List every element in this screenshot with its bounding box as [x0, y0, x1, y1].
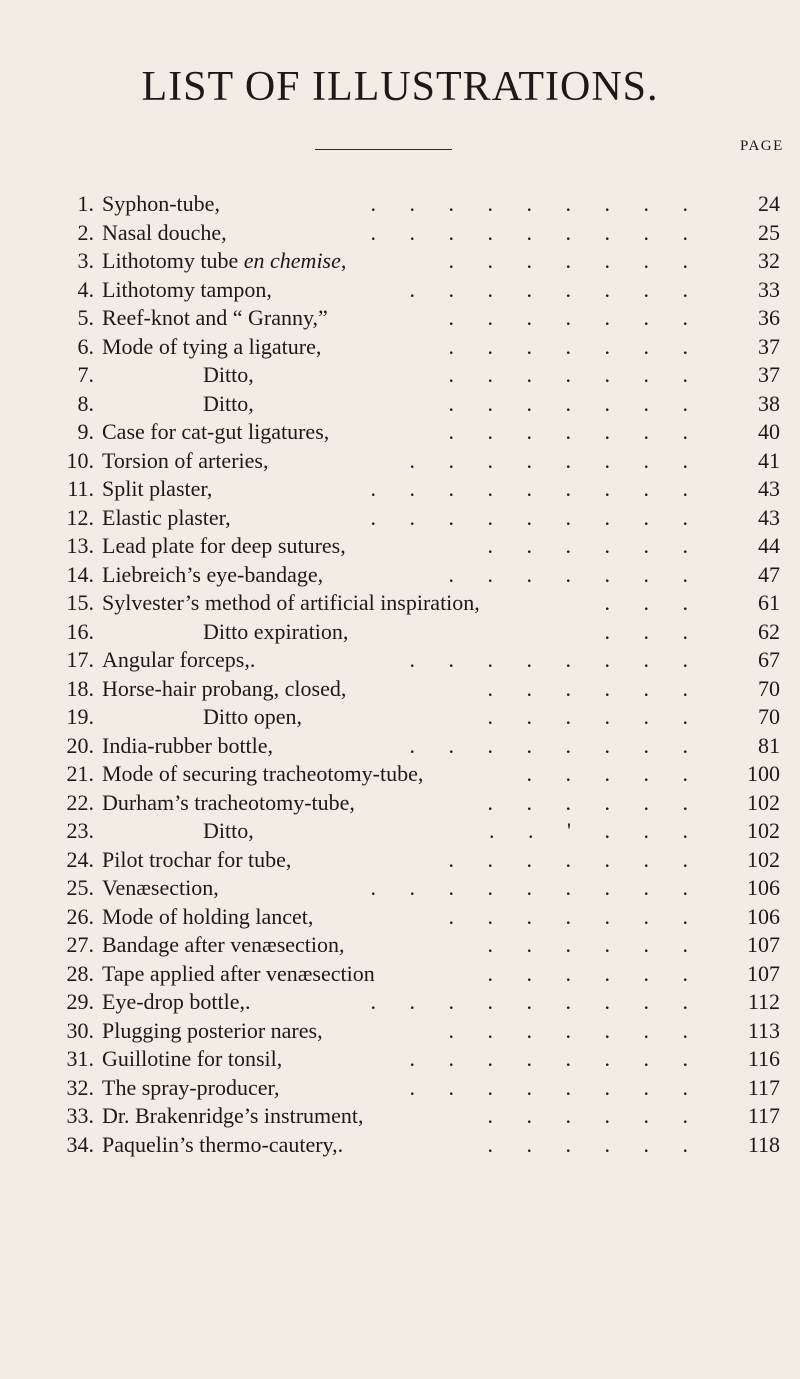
entry-number: 9.: [77, 419, 94, 444]
entry-page-number: 102: [747, 818, 780, 843]
list-item: [0, 561, 800, 590]
list-item: [0, 846, 800, 875]
entry-leader-dots: . . .: [604, 618, 702, 644]
entry-leader-dots: . . . . . . .: [448, 390, 702, 416]
entry-title: Plugging posterior nares,: [102, 1017, 323, 1043]
entry-page-number: 70: [758, 704, 780, 729]
list-item: [0, 247, 800, 276]
entry-title: Split plaster,: [102, 476, 213, 501]
entry-page-number: 61: [758, 590, 780, 615]
entry-leader-dots: . . . . . .: [487, 932, 702, 957]
list-item: [0, 418, 800, 447]
entry-leader-dots: . . . . . . .: [448, 903, 702, 929]
list-item: [0, 703, 800, 732]
entry-page-number: 40: [758, 419, 780, 444]
entry-title: Ditto expiration,: [203, 618, 349, 644]
entry-number: 2.: [77, 219, 94, 245]
entry-leader-dots: . . . . . . . . .: [370, 219, 702, 245]
list-item: [0, 618, 800, 647]
entry-number: 3.: [77, 248, 94, 273]
entry-title: Lead plate for deep sutures,: [102, 533, 346, 558]
entry-number: 32.: [66, 1074, 94, 1100]
entry-leader-dots: . . . . . . . .: [409, 447, 702, 473]
entry-page-number: 106: [747, 903, 780, 929]
entry-page-number: 33: [758, 276, 780, 302]
list-item: [0, 646, 800, 675]
entry-number: 25.: [66, 875, 94, 900]
entry-leader-dots: . . . . . . . .: [409, 732, 702, 758]
entry-number: 12.: [66, 504, 94, 530]
entry-title: Bandage after venæsection,: [102, 932, 345, 957]
entry-leader-dots: . . . . . .: [487, 704, 702, 729]
entry-title: Angular forceps,.: [102, 647, 256, 672]
entry-page-number: 41: [758, 447, 780, 473]
list-item: [0, 988, 800, 1017]
entry-page-number: 62: [758, 618, 780, 644]
entry-number: 34.: [66, 1131, 94, 1157]
entry-page-number: 37: [758, 362, 780, 387]
entry-title: Nasal douche,: [102, 219, 227, 245]
list-item: [0, 304, 800, 333]
entry-number: 15.: [66, 590, 94, 615]
entry-number: 24.: [66, 846, 94, 872]
entry-number: 8.: [77, 390, 94, 416]
entry-number: 14.: [66, 561, 94, 587]
entry-number: 6.: [77, 333, 94, 359]
entry-page-number: 32: [758, 248, 780, 273]
entry-leader-dots: . . . . . .: [487, 1131, 702, 1157]
entry-title: Dr. Brakenridge’s instrument,: [102, 1103, 364, 1128]
list-item: [0, 675, 800, 704]
entry-title: The spray-producer,: [102, 1074, 280, 1100]
list-item: [0, 874, 800, 903]
list-item: [0, 589, 800, 618]
entry-leader-dots: . . . . . . .: [448, 1017, 702, 1043]
entry-title: Pilot trochar for tube,: [102, 846, 292, 872]
entry-number: 18.: [66, 675, 94, 701]
entry-title: India-rubber bottle,: [102, 732, 274, 758]
entry-leader-dots: . . . . . . . . .: [370, 989, 702, 1014]
entry-number: 33.: [66, 1103, 94, 1128]
entry-number: 13.: [66, 533, 94, 558]
list-item: [0, 817, 800, 846]
entry-leader-dots: . . . . . . . .: [409, 647, 702, 672]
list-item: [0, 1102, 800, 1131]
list-item: [0, 532, 800, 561]
entry-page-number: 43: [758, 504, 780, 530]
list-item: [0, 190, 800, 219]
list-item: [0, 732, 800, 761]
list-item: [0, 1074, 800, 1103]
list-item: [0, 789, 800, 818]
entry-title: Mode of tying a ligature,: [102, 333, 322, 359]
entry-page-number: 102: [747, 846, 780, 872]
entry-number: 26.: [66, 903, 94, 929]
entry-title: Torsion of arteries,: [102, 447, 269, 473]
entry-leader-dots: . . . . . . . .: [409, 1074, 702, 1100]
entry-number: 27.: [66, 932, 94, 957]
entry-page-number: 117: [747, 1103, 780, 1128]
entry-leader-dots: . . . . . . . .: [409, 276, 702, 302]
entry-page-number: 112: [747, 989, 780, 1014]
list-item: [0, 504, 800, 533]
entry-number: 20.: [66, 732, 94, 758]
entry-title: Sylvester’s method of artificial inspiration,: [102, 590, 480, 615]
entry-page-number: 37: [758, 333, 780, 359]
entry-leader-dots: . . . . . . .: [448, 333, 702, 359]
entry-title: Case for cat-gut ligatures,: [102, 419, 330, 444]
entry-leader-dots: . . . . . . .: [448, 846, 702, 872]
entry-title: Liebreich’s eye-bandage,: [102, 561, 324, 587]
entry-title: Syphon-tube,: [102, 191, 220, 216]
entry-title: Horse-hair probang, closed,: [102, 675, 347, 701]
entry-page-number: 47: [758, 561, 780, 587]
entry-leader-dots: . . . . . . .: [448, 305, 702, 330]
entry-title: Mode of holding lancet,: [102, 903, 314, 929]
entry-leader-dots: . . ' . . .: [489, 818, 702, 843]
list-item: [0, 960, 800, 989]
entry-page-number: 81: [758, 732, 780, 758]
page-title: LIST OF ILLUSTRATIONS.: [141, 64, 659, 110]
list-item: [0, 361, 800, 390]
entry-number: 16.: [66, 618, 94, 644]
entry-page-number: 67: [758, 647, 780, 672]
list-item: [0, 475, 800, 504]
list-item: [0, 760, 800, 789]
list-item: [0, 1017, 800, 1046]
entry-page-number: 44: [758, 533, 780, 558]
list-item: [0, 1131, 800, 1160]
entry-leader-dots: . . . . .: [526, 761, 702, 786]
entry-number: 19.: [66, 704, 94, 729]
entry-leader-dots: . . . . . . . . .: [370, 875, 702, 900]
entry-leader-dots: . . . . . .: [487, 1103, 702, 1128]
entry-leader-dots: . . . . . . . . .: [370, 504, 702, 530]
entry-leader-dots: . . . . . .: [487, 789, 702, 815]
entry-page-number: 116: [747, 1046, 780, 1071]
entry-title: Durham’s tracheotomy-tube,: [102, 789, 355, 815]
entry-leader-dots: . . . . . .: [487, 675, 702, 701]
entry-page-number: 118: [747, 1131, 780, 1157]
entry-leader-dots: . . . . . . .: [448, 362, 702, 387]
entry-number: 28.: [66, 960, 94, 986]
entry-title: Reef-knot and “ Granny,”: [102, 305, 328, 330]
entry-page-number: 36: [758, 305, 780, 330]
entry-title: Ditto,: [203, 818, 254, 843]
entry-page-number: 117: [747, 1074, 780, 1100]
entry-number: 23.: [66, 818, 94, 843]
entry-title: Paquelin’s thermo-cautery,.: [102, 1131, 344, 1157]
entry-page-number: 102: [747, 789, 780, 815]
entry-page-number: 43: [758, 476, 780, 501]
entry-page-number: 25: [758, 219, 780, 245]
entry-page-number: 113: [747, 1017, 780, 1043]
entry-number: 1.: [77, 191, 94, 216]
entry-number: 30.: [66, 1017, 94, 1043]
entry-page-number: 38: [758, 390, 780, 416]
list-item: [0, 276, 800, 305]
illustration-list: [0, 190, 800, 1159]
entry-number: 11.: [67, 476, 94, 501]
entry-leader-dots: . . . . . . . . .: [370, 476, 702, 501]
entry-page-number: 106: [747, 875, 780, 900]
entry-title: Venæsection,: [102, 875, 219, 900]
list-item: [0, 1045, 800, 1074]
list-item: [0, 333, 800, 362]
entry-leader-dots: . . . . . . . .: [409, 1046, 702, 1071]
entry-title: Ditto open,: [203, 704, 302, 729]
list-item: [0, 447, 800, 476]
entry-page-number: 70: [758, 675, 780, 701]
entry-title: Eye-drop bottle,.: [102, 989, 251, 1014]
entry-number: 7.: [77, 362, 94, 387]
entry-title: Ditto,: [203, 390, 254, 416]
list-item: [0, 390, 800, 419]
entry-leader-dots: . . .: [604, 590, 702, 615]
list-item: [0, 931, 800, 960]
entry-number: 22.: [66, 789, 94, 815]
entry-page-number: 107: [747, 932, 780, 957]
entry-number: 17.: [66, 647, 94, 672]
entry-title: Elastic plaster,: [102, 504, 231, 530]
entry-number: 21.: [66, 761, 94, 786]
entry-leader-dots: . . . . . .: [487, 533, 702, 558]
entry-title: Lithotomy tampon,: [102, 276, 272, 302]
list-item: [0, 903, 800, 932]
entry-number: 4.: [77, 276, 94, 302]
list-item: [0, 219, 800, 248]
page-column-header: PAGE: [740, 138, 784, 154]
entry-page-number: 107: [747, 960, 780, 986]
entry-page-number: 24: [758, 191, 780, 216]
entry-number: 31.: [66, 1046, 94, 1071]
entry-title: Guillotine for tonsil,: [102, 1046, 283, 1071]
entry-title: Mode of securing tracheotomy-tube,: [102, 761, 424, 786]
entry-number: 10.: [66, 447, 94, 473]
entry-title: Ditto,: [203, 362, 254, 387]
entry-leader-dots: . . . . . . .: [448, 419, 702, 444]
entry-page-number: 100: [747, 761, 780, 786]
entry-leader-dots: . . . . . . . . .: [370, 191, 702, 216]
entry-number: 29.: [66, 989, 94, 1014]
entry-leader-dots: . . . . . . .: [448, 561, 702, 587]
entry-number: 5.: [77, 305, 94, 330]
entry-title: Tape applied after venæsection: [102, 960, 375, 986]
entry-leader-dots: . . . . . . .: [448, 248, 702, 273]
title-rule: [315, 149, 452, 150]
entry-leader-dots: . . . . . .: [487, 960, 702, 986]
entry-title: Lithotomy tube en chemise,: [102, 248, 347, 273]
